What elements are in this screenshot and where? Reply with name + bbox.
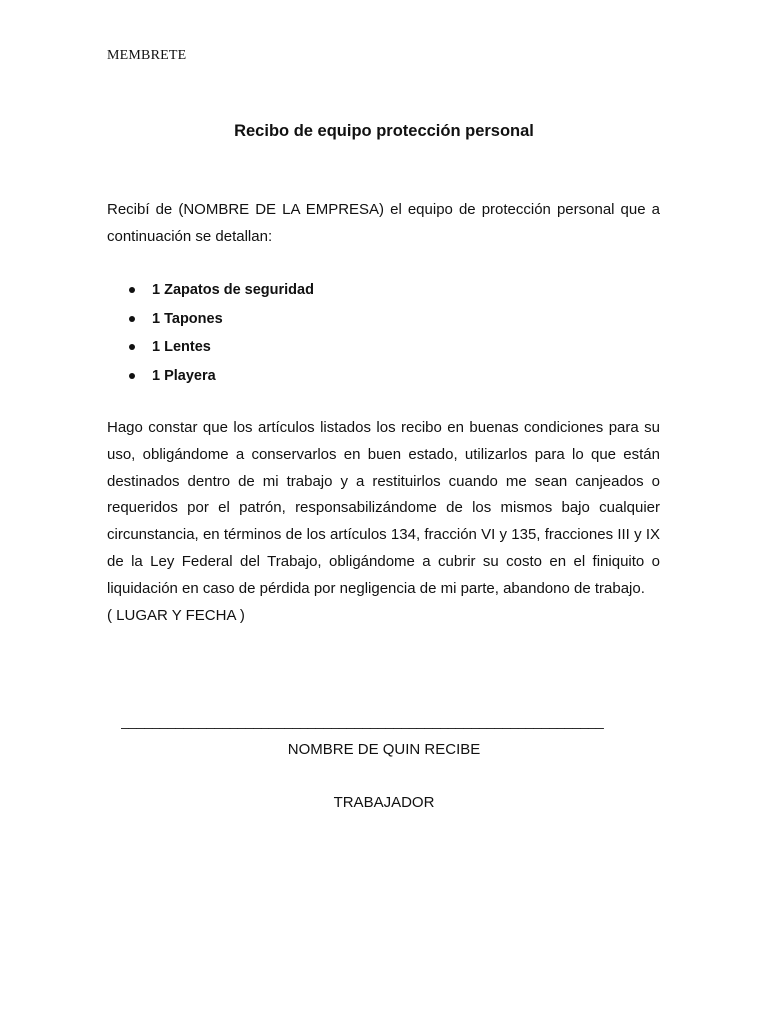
letterhead: MEMBRETE: [107, 48, 187, 63]
list-item-label: 1 Playera: [152, 368, 216, 385]
list-item-label: 1 Zapatos de seguridad: [152, 282, 314, 298]
list-item: [107, 362, 314, 391]
bullet-icon: [129, 287, 135, 293]
list-item-label: 1 Tapones: [152, 310, 223, 327]
intro-paragraph: Recibí de (NOMBRE DE LA EMPRESA) el equipo de protección personal que a continuación se detallan:: [107, 201, 660, 245]
bullet-icon: [129, 373, 135, 379]
receiver-role: TRABAJADOR: [333, 794, 435, 811]
signature-line: ______________________________________________________________: [121, 713, 604, 729]
list-item: [107, 305, 314, 334]
receiver-name: NOMBRE DE QUIN RECIBE: [287, 741, 481, 758]
place-date: ( LUGAR Y FECHA ): [107, 607, 245, 624]
document-title: Recibo de equipo protección personal: [234, 122, 534, 140]
list-item: [107, 276, 314, 305]
bullet-icon: [129, 344, 135, 350]
equipment-list: [107, 276, 314, 391]
declaration-paragraph: Hago constar que los artículos listados los recibo en buenas condiciones para su uso, obligándome a conservarlos en buen estado, utilizarlos para lo que están destinados dentro de mi trabajo y a restituirlos cuando me sean canjeados o requeridos por el patrón, responsabilizándome de los mismos bajo cualquier circunstancia, en términos de los artículos 134, fracción VI y 135, fracciones III y IX de la Ley Federal del Trabajo, obligándome a cubrir su costo en el finiquito o liquidación en caso de pérdida por negligencia de mi parte, abandono de trabajo.: [107, 419, 660, 597]
bullet-icon: [129, 316, 135, 322]
list-item: [107, 333, 314, 362]
list-item-label: 1 Lentes: [152, 339, 211, 356]
